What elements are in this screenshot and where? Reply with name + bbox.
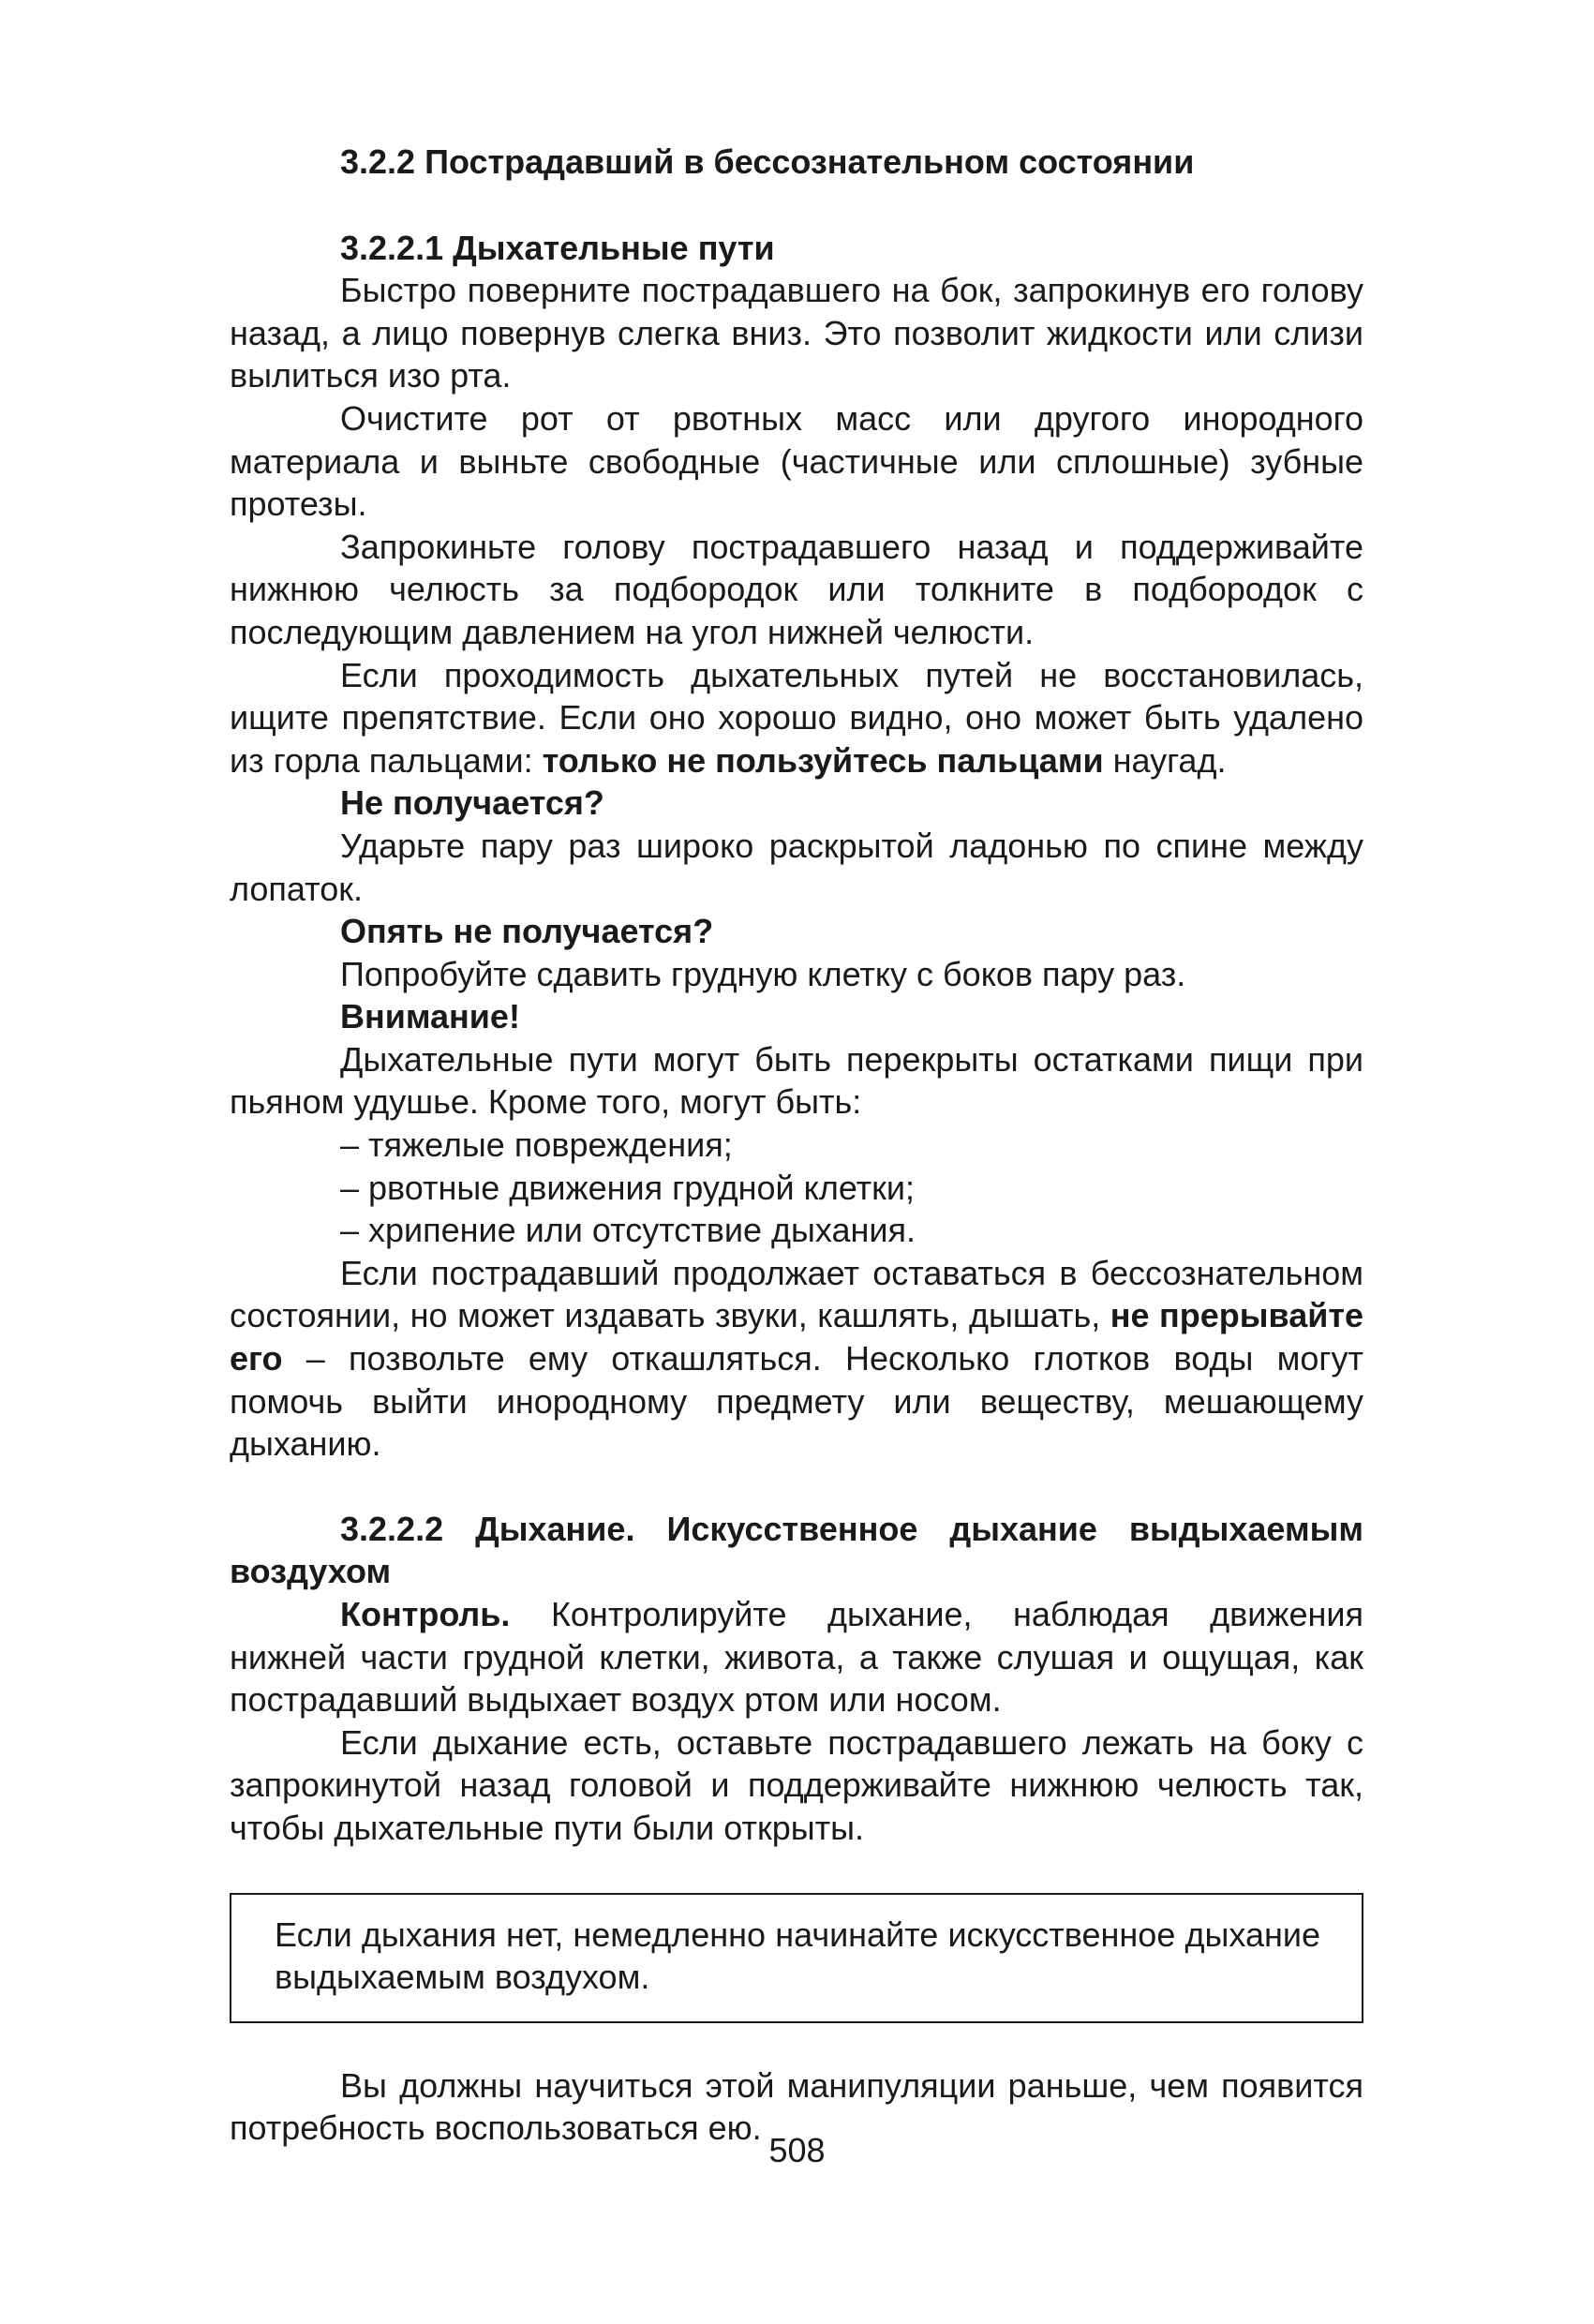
paragraph: Быстро поверните пострадавшего на бок, запрокинув его голову назад, а лицо повернув слегка вниз. Это позволит жидкости или слизи вылиться изо рта.	[230, 271, 1363, 395]
attention-heading: Внимание!	[340, 997, 520, 1036]
list-item: – тяжелые повреждения;	[340, 1125, 733, 1165]
paragraph: Вы должны научиться этой манипуляции раньше, чем появится потребность воспользоваться ею.	[230, 2065, 1363, 2148]
control-label: Контроль.	[340, 1595, 511, 1633]
bold-run: не прерывайте его	[230, 1296, 1364, 1378]
paragraph: Если дыхание есть, оставьте пострадавшего лежать на боку с запрокинутой назад головой и поддерживайте нижнюю челюсть так, чтобы дыхательные пути были открыты.	[230, 1722, 1363, 1847]
bold-run: только не пользуйтесь пальцами	[542, 740, 1104, 780]
question-heading: Опять не получается?	[340, 912, 714, 951]
text-run: Если проходимость дыхательных путей не восстановилась, ищите препятствие. Если оно хорошо видно, оно может быть удалено из горла пальцами:	[230, 655, 1363, 780]
paragraph: Попробуйте сдавить грудную клетку с боков пару раз.	[340, 954, 1186, 993]
subsection-title-airways: 3.2.2.1 Дыхательные пути	[340, 228, 775, 267]
text-run: – позвольте ему откашляться. Несколько глотков воды могут помочь выйти инородному предмету или веществу, мешающему дыханию.	[230, 1339, 1363, 1464]
paragraph: Очистите рот от рвотных масс или другого инородного материала и выньте свободные (частичные или сплошные) зубные протезы.	[230, 398, 1363, 524]
list-item: – хрипение или отсутствие дыхания.	[340, 1211, 916, 1250]
paragraph	[230, 654, 1363, 782]
page-content	[230, 141, 1363, 2150]
paragraph	[230, 1593, 1363, 1721]
paragraph	[230, 1252, 1363, 1466]
notice-text: Если дыхания нет, немедленно начинайте искусственное дыхание выдыхаемым воздухом.	[275, 1914, 1320, 1997]
notice-box	[230, 1893, 1363, 2023]
list-item: – рвотные движения грудной клетки;	[340, 1168, 916, 1207]
subsection-title-breathing: 3.2.2.2 Дыхание. Искусственное дыхание выдыхаемым воздухом	[230, 1509, 1363, 1591]
question-heading: Не получается?	[340, 783, 604, 823]
section-title: 3.2.2 Пострадавший в бессознательном состоянии	[340, 142, 1195, 181]
text-run: Контролируйте дыхание, наблюдая движения нижней части грудной клетки, живота, а также слушая и ощущая, как пострадавший выдыхает воздух ртом или носом.	[230, 1595, 1363, 1720]
text-run: наугад.	[1103, 740, 1227, 780]
paragraph: Запрокиньте голову пострадавшего назад и поддерживайте нижнюю челюсть за подбородок или толкните в подбородок с последующим давлением на угол нижней челюсти.	[230, 527, 1363, 651]
text-run: Если пострадавший продолжает оставаться в бессознательном состоянии, но может издавать звуки, кашлять, дышать,	[230, 1253, 1363, 1335]
paragraph: Дыхательные пути могут быть перекрыты остатками пищи при пьяном удушье. Кроме того, могут быть:	[230, 1039, 1363, 1122]
paragraph: Ударьте пару раз широко раскрытой ладонью по спине между лопаток.	[230, 826, 1363, 908]
page-number: 508	[768, 2131, 826, 2169]
